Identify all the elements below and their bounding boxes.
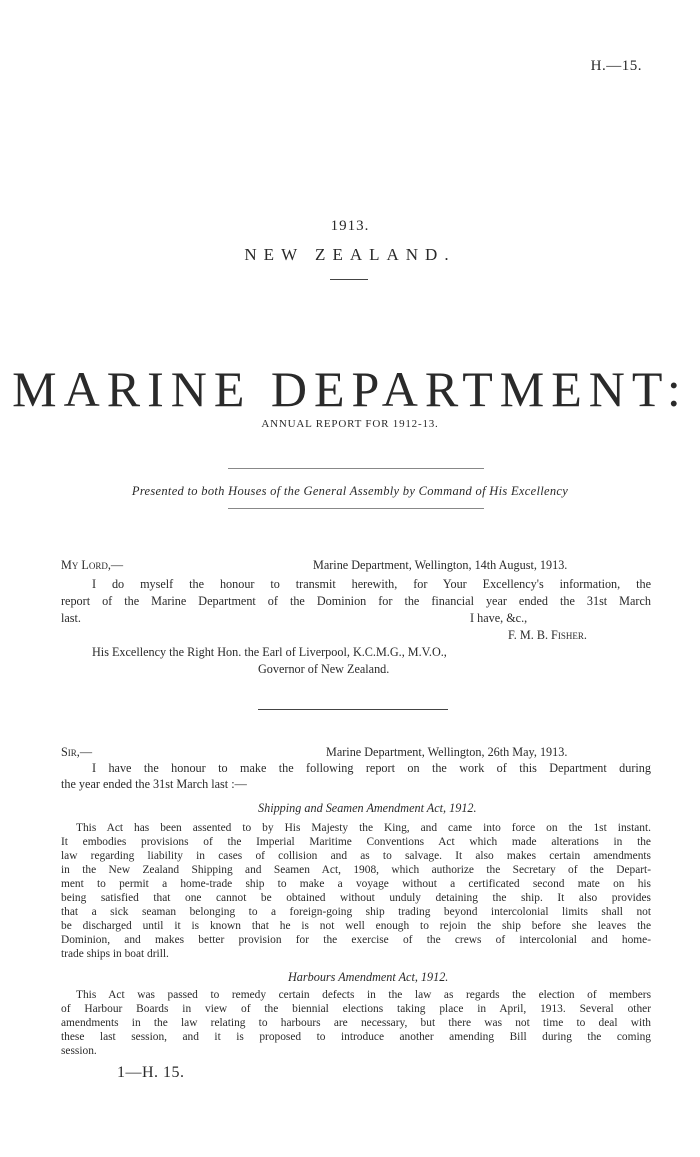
section1-line: It embodies provisions of the Imperial Maritime Conventions Act which made alterations in the <box>61 836 651 848</box>
section1-line: Dominion, and makes better provision for the exercise of the crews of intercolonial and home- <box>61 934 651 946</box>
section2-line: these last session, and it is proposed to introduce another amending Bill during the coming <box>61 1031 651 1043</box>
letter1-dateline: Marine Department, Wellington, 14th August, 1913. <box>313 558 568 572</box>
letter1-signature: F. M. B. Fisher. <box>508 628 587 642</box>
letter1-salutation: My Lord,— <box>61 558 124 572</box>
document-reference: H.—15. <box>590 58 642 74</box>
letter1-addressee: His Excellency the Right Hon. the Earl of Liverpool, K.C.M.G., M.V.O., <box>92 645 447 659</box>
section1-line: being satisfied that one cannot be obtained without unduly detaining the ship. It also provides <box>61 892 651 904</box>
letter1-body-line: report of the Marine Department of the Dominion for the financial year ended the 31st March <box>61 594 651 608</box>
letter1-body-line: I do myself the honour to transmit herewith, for Your Excellency's information, the <box>92 577 651 591</box>
letter2-intro-line: I have the honour to make the following report on the work of this Department during <box>92 761 651 775</box>
letter2-intro-line: the year ended the 31st March last :— <box>61 777 247 791</box>
report-year: 1913. <box>330 218 370 234</box>
divider-middle <box>258 709 448 710</box>
divider-thin-bottom <box>228 508 484 509</box>
divider-short <box>330 279 368 280</box>
section2-line: amendments in the law relating to harbours are necessary, but there was not time to deal with <box>61 1017 651 1029</box>
section1-line: This Act has been assented to by His Majesty the King, and came into force on the 1st instant. <box>76 822 651 834</box>
page-title: MARINE DEPARTMENT: <box>12 361 688 417</box>
letter1-closing: I have, &c., <box>470 611 528 625</box>
presented-line: Presented to both Houses of the General Assembly by Command of His Excellency <box>131 484 569 498</box>
section1-line: trade ships in boat drill. <box>61 948 169 960</box>
section1-line: that a sick seaman belonging to a foreign-going ship trading beyond intercolonial limits shall not <box>61 906 651 918</box>
section2-line: of Harbour Boards in view of the biennial elections taking place in April, 1913. Several other <box>61 1003 651 1015</box>
section1-line: law regarding liability in cases of collision and as to salvage. It also makes certain amendments <box>61 850 651 862</box>
section-heading: Harbours Amendment Act, 1912. <box>288 970 449 984</box>
section1-line: be discharged until it is known that he is not well enough to rejoin the ship before she leaves the <box>61 920 651 932</box>
letter1-body-line: last. <box>61 611 81 625</box>
divider-thin-top <box>228 468 484 469</box>
country-heading: NEW ZEALAND. <box>244 245 456 264</box>
page-subtitle: ANNUAL REPORT FOR 1912-13. <box>261 418 439 430</box>
section-heading: Shipping and Seamen Amendment Act, 1912. <box>258 801 477 815</box>
section1-line: ment to permit a home-trade ship to make a voyage without a certificated second mate on his <box>61 878 651 890</box>
section1-line: in the New Zealand Shipping and Seamen Act, 1908, which authorize the Secretary of the Depart- <box>61 864 651 876</box>
section2-line: This Act was passed to remedy certain defects in the law as regards the election of members <box>76 989 651 1001</box>
signature-mark: 1—H. 15. <box>117 1064 185 1081</box>
letter1-addressee: Governor of New Zealand. <box>258 662 390 676</box>
section2-line: session. <box>61 1045 97 1057</box>
letter2-salutation: Sir,— <box>61 745 93 759</box>
letter2-dateline: Marine Department, Wellington, 26th May, 1913. <box>326 745 568 759</box>
